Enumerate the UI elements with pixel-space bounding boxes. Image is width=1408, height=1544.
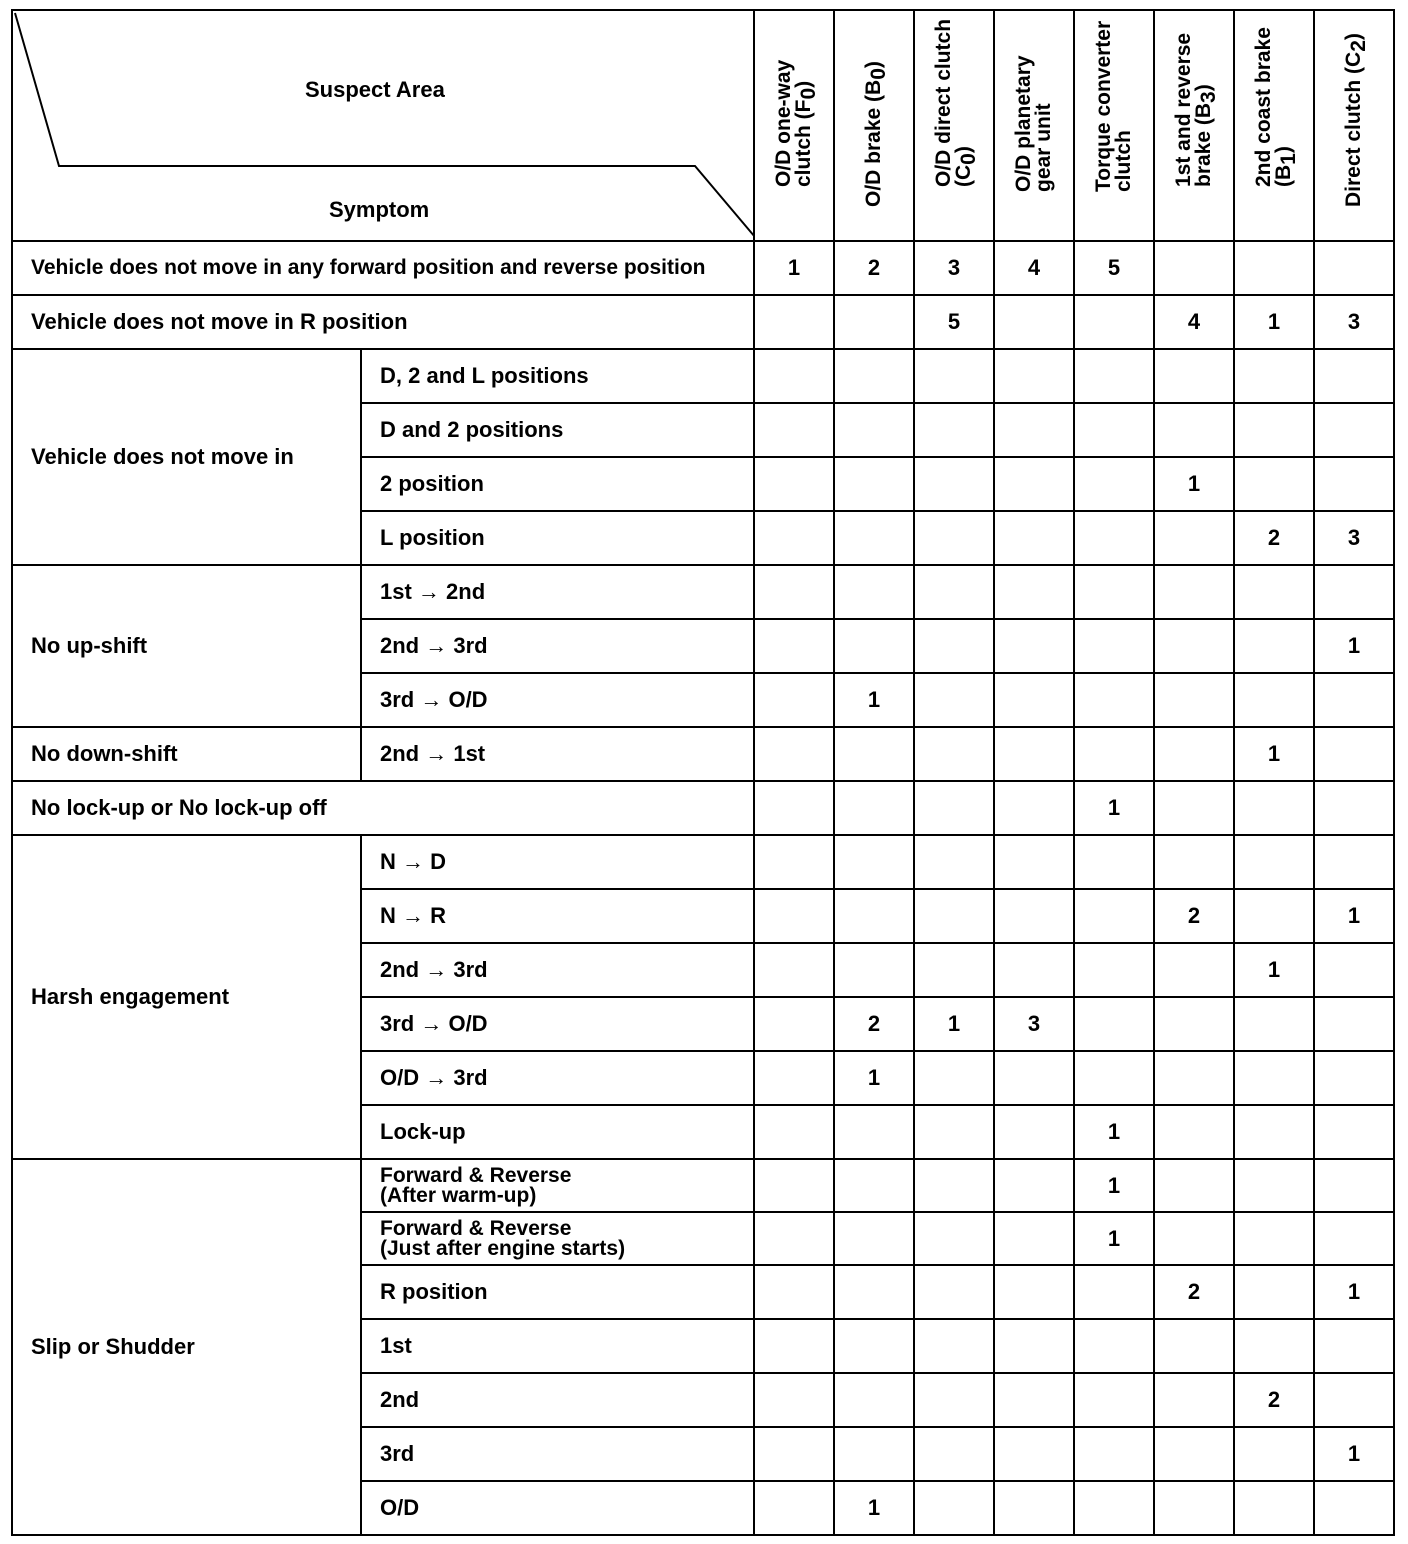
value-cell [1154,241,1234,295]
symptom-label: Symptom [329,197,430,222]
sub-symptom-line: (After warm-up) [380,1183,537,1207]
sub-symptom-label: N → R [361,889,754,943]
symptom-label: Vehicle does not move in R position [12,295,754,349]
troubleshooting-table [11,9,1395,1536]
value-cell: 1 [834,673,914,727]
value-cell [1074,1481,1154,1535]
col-header-1st-reverse-brake [1154,10,1234,241]
symptom-group-label: Slip or Shudder [12,1159,361,1535]
value-cell [834,511,914,565]
value-cell [1234,1159,1314,1212]
symptom-group-label: No up-shift [12,565,361,727]
value-cell [914,1373,994,1427]
value-cell [1074,1051,1154,1105]
value-cell [1314,241,1394,295]
value-cell [1234,457,1314,511]
value-cell [994,1051,1074,1105]
value-cell [1234,1427,1314,1481]
value-cell [914,457,994,511]
value-cell [914,835,994,889]
sub-symptom-label: O/D [361,1481,754,1535]
sub-symptom-label: 2 position [361,457,754,511]
sub-symptom-label: 3rd → O/D [361,673,754,727]
value-cell: 5 [914,295,994,349]
value-cell [1234,565,1314,619]
table-row [12,295,1394,349]
col-header-od-direct-clutch [914,10,994,241]
value-cell [994,835,1074,889]
value-cell: 1 [1234,943,1314,997]
value-cell [994,295,1074,349]
symptom-group-label: Vehicle does not move in [12,349,361,565]
value-cell [1074,457,1154,511]
value-cell [1074,295,1154,349]
value-cell [914,943,994,997]
value-cell [994,511,1074,565]
table-row [12,349,1394,403]
value-cell [754,781,834,835]
symptom-group-label: No down-shift [12,727,361,781]
value-cell [754,835,834,889]
col-header-text: O/D one-way clutch (F0) [772,59,820,187]
value-cell [754,1051,834,1105]
value-cell: 1 [754,241,834,295]
value-cell: 1 [1314,1427,1394,1481]
value-cell: 3 [1314,295,1394,349]
value-cell [1314,457,1394,511]
value-cell: 1 [1234,727,1314,781]
value-cell [1314,1373,1394,1427]
value-cell [1314,997,1394,1051]
value-cell: 1 [1314,889,1394,943]
value-cell [1074,835,1154,889]
value-cell [1074,943,1154,997]
value-cell: 1 [1074,1105,1154,1159]
value-cell [914,403,994,457]
value-cell [1154,511,1234,565]
col-header-od-brake [834,10,914,241]
value-cell [1314,349,1394,403]
value-cell [834,1373,914,1427]
value-cell [914,1481,994,1535]
value-cell [1154,1159,1234,1212]
value-cell [914,511,994,565]
table-row [12,727,1394,781]
value-cell [1314,1105,1394,1159]
value-cell [1074,889,1154,943]
value-cell [1154,619,1234,673]
value-cell [1074,673,1154,727]
value-cell [914,565,994,619]
value-cell [1074,403,1154,457]
value-cell: 4 [994,241,1074,295]
value-cell [754,1481,834,1535]
col-header-od-one-way-clutch [754,10,834,241]
value-cell [914,619,994,673]
sub-symptom-label: D, 2 and L positions [361,349,754,403]
value-cell [1234,1051,1314,1105]
value-cell [834,349,914,403]
symptom-label: No lock-up or No lock-up off [12,781,754,835]
col-header-text: 1st and reverse brake (B3) [1172,32,1220,187]
value-cell [1154,943,1234,997]
value-cell [1234,403,1314,457]
header-corner-cell [12,10,754,241]
value-cell [754,727,834,781]
col-header-text: O/D brake (B0) [862,61,890,207]
value-cell [1154,727,1234,781]
value-cell [754,1212,834,1265]
value-cell [1074,997,1154,1051]
value-cell [994,403,1074,457]
value-cell [834,727,914,781]
value-cell [914,727,994,781]
value-cell [754,403,834,457]
value-cell [914,1265,994,1319]
value-cell [1314,403,1394,457]
value-cell [1154,403,1234,457]
col-header-text: 2nd coast brake (B1) [1252,27,1300,187]
value-cell [1154,1319,1234,1373]
value-cell [1154,565,1234,619]
suspect-area-label: Suspect Area [305,77,445,102]
value-cell [1074,511,1154,565]
table-row [12,1159,1394,1212]
value-cell [1314,835,1394,889]
value-cell [1314,1159,1394,1212]
col-header-od-planetary-gear-unit [994,10,1074,241]
value-cell [1314,1481,1394,1535]
sub-symptom-label: 1st [361,1319,754,1373]
value-cell [1074,1319,1154,1373]
value-cell [1074,1373,1154,1427]
value-cell [754,1265,834,1319]
value-cell [834,1159,914,1212]
value-cell [834,457,914,511]
sub-symptom-label: O/D → 3rd [361,1051,754,1105]
value-cell [754,1319,834,1373]
value-cell [754,349,834,403]
value-cell [754,1427,834,1481]
sub-symptom-label: 2nd → 3rd [361,943,754,997]
sub-symptom-line: Forward & Reverse [380,1216,572,1240]
value-cell [1314,673,1394,727]
value-cell [754,457,834,511]
value-cell [834,403,914,457]
value-cell [914,673,994,727]
value-cell: 3 [1314,511,1394,565]
value-cell [1234,781,1314,835]
value-cell [994,781,1074,835]
value-cell: 2 [834,997,914,1051]
value-cell [754,295,834,349]
value-cell: 3 [914,241,994,295]
value-cell [994,889,1074,943]
value-cell [1074,565,1154,619]
value-cell [994,349,1074,403]
troubleshooting-table-wrapper [11,9,1395,1536]
value-cell [834,1212,914,1265]
value-cell [994,1265,1074,1319]
value-cell: 1 [1074,1212,1154,1265]
value-cell [914,889,994,943]
value-cell [994,565,1074,619]
value-cell [754,1373,834,1427]
value-cell [994,1481,1074,1535]
value-cell [1234,349,1314,403]
value-cell [1074,1427,1154,1481]
value-cell [1314,727,1394,781]
value-cell: 1 [1074,781,1154,835]
sub-symptom-label: R position [361,1265,754,1319]
value-cell [1074,1265,1154,1319]
value-cell [754,997,834,1051]
value-cell [1154,997,1234,1051]
value-cell [1154,1105,1234,1159]
value-cell [834,565,914,619]
value-cell [834,1265,914,1319]
value-cell [994,1212,1074,1265]
value-cell [1074,619,1154,673]
value-cell [754,511,834,565]
symptom-label: Vehicle does not move in any forward position and reverse position [12,241,754,295]
value-cell [1314,781,1394,835]
value-cell: 3 [994,997,1074,1051]
value-cell [1074,349,1154,403]
value-cell [1074,727,1154,781]
value-cell [1234,1265,1314,1319]
value-cell [1154,781,1234,835]
symptom-group-label: Harsh engagement [12,835,361,1159]
value-cell [914,1051,994,1105]
value-cell [754,889,834,943]
value-cell [834,835,914,889]
value-cell [834,781,914,835]
value-cell [914,1159,994,1212]
value-cell [1234,835,1314,889]
value-cell [1314,565,1394,619]
value-cell [834,1427,914,1481]
value-cell [1234,241,1314,295]
table-row [12,835,1394,889]
sub-symptom-label [361,1212,754,1265]
value-cell [1234,1481,1314,1535]
value-cell [1154,1427,1234,1481]
value-cell [1314,1212,1394,1265]
sub-symptom-label: L position [361,511,754,565]
value-cell: 1 [834,1051,914,1105]
value-cell: 2 [1154,1265,1234,1319]
value-cell [1234,1319,1314,1373]
value-cell [754,619,834,673]
value-cell [834,943,914,997]
sub-symptom-label: 2nd → 1st [361,727,754,781]
value-cell [834,1319,914,1373]
sub-symptom-line: Forward & Reverse [380,1163,572,1187]
value-cell [994,727,1074,781]
value-cell [1154,835,1234,889]
value-cell [994,457,1074,511]
value-cell: 1 [834,1481,914,1535]
col-header-text: O/D direct clutch (C0) [932,18,980,187]
col-header-text: O/D planetary gear unit [1012,55,1055,192]
value-cell: 4 [1154,295,1234,349]
value-cell [754,565,834,619]
value-cell: 1 [914,997,994,1051]
value-cell [994,1427,1074,1481]
sub-symptom-label: 3rd → O/D [361,997,754,1051]
value-cell [1234,1105,1314,1159]
table-row [12,781,1394,835]
value-cell [754,673,834,727]
value-cell [914,349,994,403]
value-cell: 2 [834,241,914,295]
value-cell: 2 [1234,1373,1314,1427]
value-cell: 1 [1154,457,1234,511]
value-cell: 1 [1074,1159,1154,1212]
value-cell [994,673,1074,727]
sub-symptom-line: (Just after engine starts) [380,1236,626,1260]
value-cell [834,619,914,673]
col-header-torque-converter-clutch [1074,10,1154,241]
value-cell [1234,997,1314,1051]
value-cell [754,1105,834,1159]
sub-symptom-label: 1st → 2nd [361,565,754,619]
value-cell [994,1319,1074,1373]
value-cell: 1 [1314,619,1394,673]
value-cell [914,1105,994,1159]
value-cell [754,943,834,997]
col-header-text: Direct clutch (C2) [1342,33,1370,207]
col-header-text: Torque converter clutch [1092,20,1135,192]
value-cell [1154,349,1234,403]
col-header-2nd-coast-brake [1234,10,1314,241]
sub-symptom-label: Lock-up [361,1105,754,1159]
value-cell [834,295,914,349]
sub-symptom-label: 2nd [361,1373,754,1427]
value-cell [1154,1481,1234,1535]
value-cell [914,781,994,835]
value-cell: 1 [1314,1265,1394,1319]
value-cell [1234,889,1314,943]
value-cell [834,1105,914,1159]
value-cell: 2 [1234,511,1314,565]
value-cell [994,619,1074,673]
value-cell [834,889,914,943]
value-cell [994,1105,1074,1159]
sub-symptom-label: N → D [361,835,754,889]
table-row [12,241,1394,295]
value-cell [754,1159,834,1212]
value-cell [1314,1051,1394,1105]
header-row [12,10,1394,241]
value-cell [914,1319,994,1373]
value-cell [1234,673,1314,727]
value-cell [914,1427,994,1481]
sub-symptom-label: 3rd [361,1427,754,1481]
value-cell: 1 [1234,295,1314,349]
value-cell [1154,1373,1234,1427]
table-row [12,565,1394,619]
value-cell [1154,1051,1234,1105]
sub-symptom-label [361,1159,754,1212]
value-cell [1234,619,1314,673]
value-cell [1154,673,1234,727]
sub-symptom-label: D and 2 positions [361,403,754,457]
sub-symptom-label: 2nd → 3rd [361,619,754,673]
value-cell [994,1373,1074,1427]
value-cell: 2 [1154,889,1234,943]
value-cell: 5 [1074,241,1154,295]
value-cell [1314,943,1394,997]
value-cell [1234,1212,1314,1265]
value-cell [994,943,1074,997]
value-cell [1154,1212,1234,1265]
value-cell [1314,1319,1394,1373]
value-cell [914,1212,994,1265]
value-cell [994,1159,1074,1212]
col-header-direct-clutch [1314,10,1394,241]
